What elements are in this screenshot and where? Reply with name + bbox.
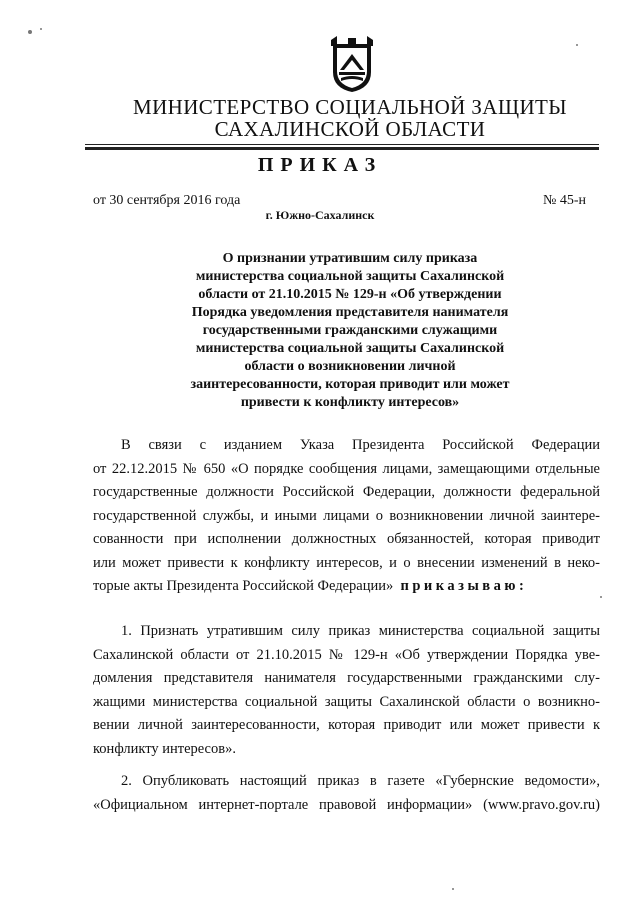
paragraph-line: сованности при исполнении должностных обязанностей, которая приводит bbox=[93, 531, 600, 547]
paragraph-line: жащими министерства социальной защиты Сахалинской области о возникно- bbox=[93, 693, 600, 710]
order-word: приказываю: bbox=[400, 578, 528, 594]
ministry-name-line1: МИНИСТЕРСТВО СОЦИАЛЬНОЙ ЗАЩИТЫ bbox=[133, 95, 567, 119]
item-2-paragraph bbox=[93, 770, 600, 817]
title-line: области о возникновении личной bbox=[244, 359, 456, 374]
paragraph-line bbox=[93, 575, 600, 599]
document-number: № 45-н bbox=[542, 193, 586, 208]
paragraph-line: государственной службы, и иными лицами о возникновении личной заинтере- bbox=[93, 507, 600, 524]
paragraph-line: или может привести к конфликту интересов, и о внесении изменений в неко- bbox=[93, 554, 600, 571]
title-line: заинтересованности, которая приводит или может bbox=[190, 377, 510, 392]
title-line: министерства социальной защиты Сахалинской bbox=[195, 341, 505, 356]
paragraph-line: 1. Признать утратившим силу приказ министерства социальной защиты bbox=[121, 623, 600, 639]
item-1-paragraph bbox=[93, 620, 600, 761]
paragraph-line: от 22.12.2015 № 650 «О порядке сообщения лицами, замещающими отдельные bbox=[93, 460, 600, 477]
ministry-name-line2: САХАЛИНСКОЙ ОБЛАСТИ bbox=[214, 117, 486, 141]
paragraph-line: государственные должности Российской Федерации, должности федеральной bbox=[93, 484, 600, 500]
title-line: О признании утратившим силу приказа bbox=[222, 251, 478, 266]
paragraph-line: домления представителя нанимателя государственными гражданскими слу- bbox=[93, 670, 600, 686]
scan-speck bbox=[600, 596, 602, 598]
paragraph-line: «Официальном интернет-портале правовой информации» (www.pravo.gov.ru) bbox=[93, 796, 600, 813]
preamble-last-text: торые акты Президента Российской Федерации» bbox=[93, 578, 394, 594]
preamble-paragraph bbox=[93, 434, 600, 599]
paragraph-line: 2. Опубликовать настоящий приказ в газете «Губернские ведомости», bbox=[121, 773, 600, 789]
paragraph-line: конфликту интересов». bbox=[93, 740, 236, 757]
header-rule-thin bbox=[85, 144, 599, 145]
title-line: области от 21.10.2015 № 129-н «Об утверждении bbox=[198, 287, 502, 302]
title-line: привести к конфликту интересов» bbox=[240, 395, 460, 410]
scan-speck bbox=[452, 888, 454, 890]
document-city: г. Южно-Сахалинск bbox=[265, 208, 375, 222]
scan-speck bbox=[576, 44, 578, 46]
header-rule-thick bbox=[85, 147, 599, 150]
document-type-heading: ПРИКАЗ bbox=[257, 154, 383, 176]
scan-speck bbox=[40, 28, 42, 30]
coat-of-arms-emblem bbox=[329, 36, 375, 94]
document-title bbox=[130, 250, 570, 412]
title-line: Порядка уведомления представителя нанимателя bbox=[191, 305, 509, 320]
paragraph-line: Сахалинской области от 21.10.2015 № 129-н «Об утверждении Порядка уве- bbox=[93, 646, 600, 663]
paragraph-line: В связи с изданием Указа Президента Российской Федерации bbox=[121, 437, 600, 453]
title-line: государственными гражданскими служащими bbox=[202, 323, 498, 338]
paragraph-line: вении личной заинтересованности, которая приводит или может привести к bbox=[93, 717, 600, 733]
title-line: министерства социальной защиты Сахалинской bbox=[195, 269, 505, 284]
document-date: от 30 сентября 2016 года bbox=[93, 193, 241, 208]
scan-speck bbox=[28, 30, 32, 34]
